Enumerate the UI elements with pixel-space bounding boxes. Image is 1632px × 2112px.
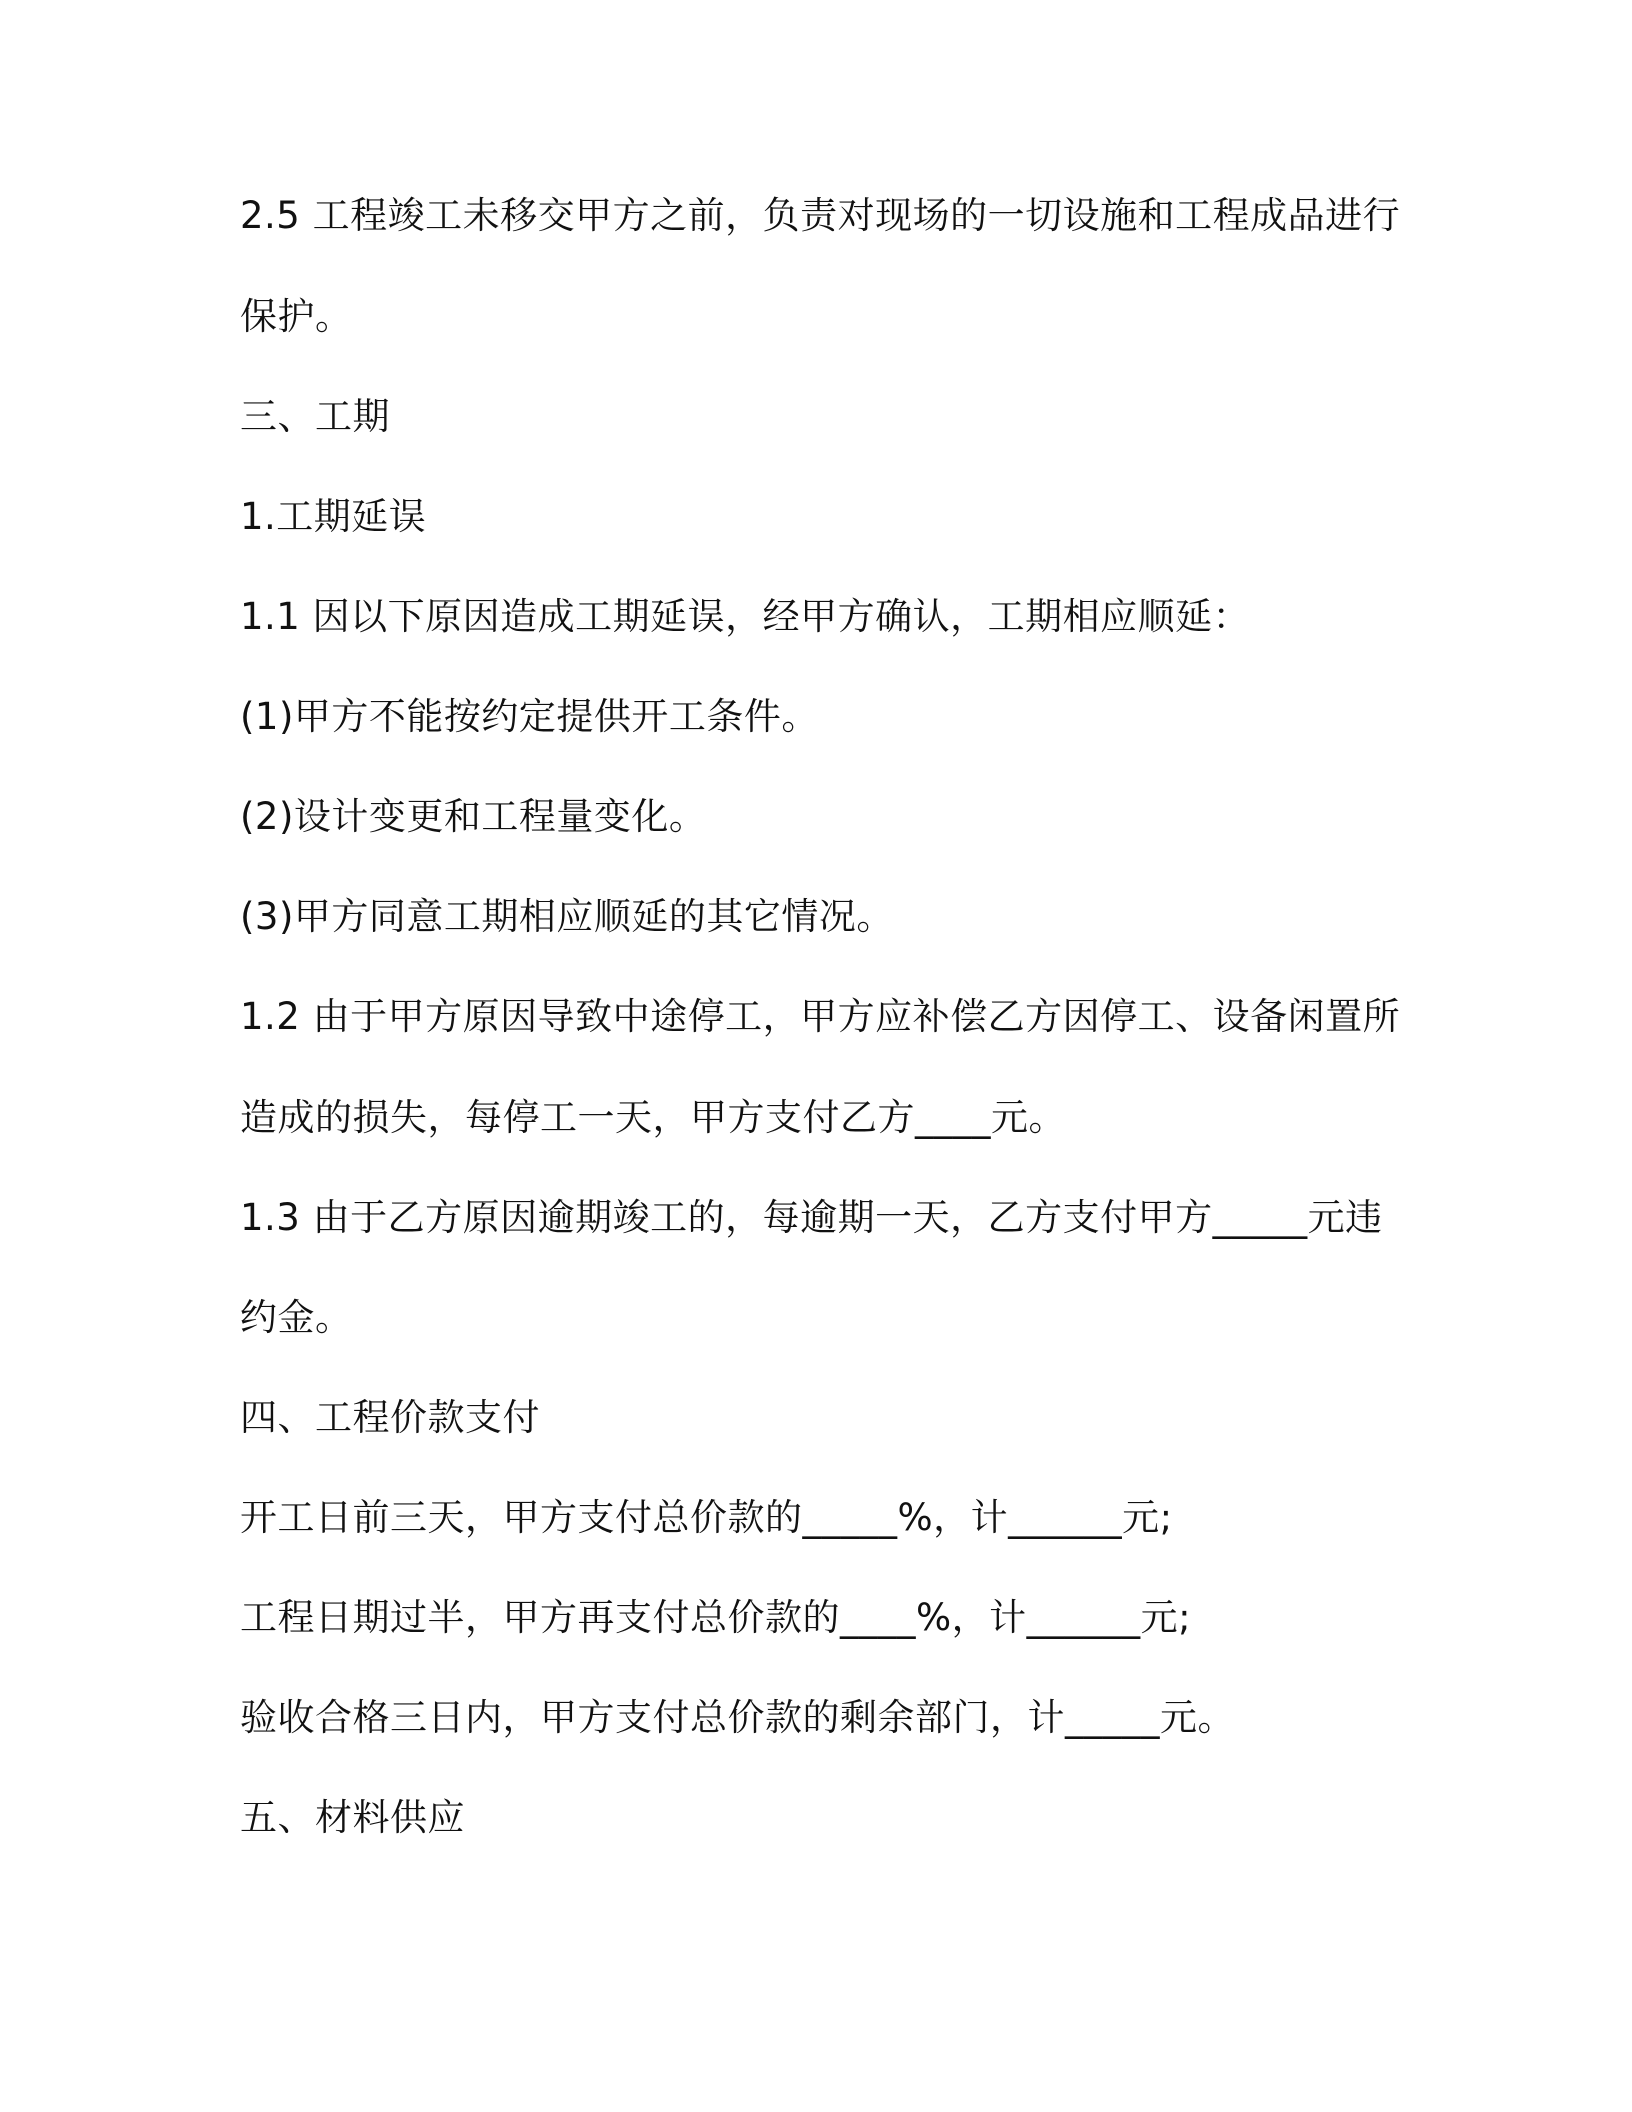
clause-1-1: 1.1 因以下原因造成工期延误，经甲方确认，工期相应顺延：	[240, 595, 1251, 638]
clause-2-5-line-2: 保护。	[240, 295, 353, 338]
clause-1-3-line-2: 约金。	[240, 1296, 353, 1339]
section-4-heading: 四、工程价款支付	[240, 1396, 540, 1439]
clause-1-2-line-1: 1.2 由于甲方原因导致中途停工，甲方应补偿乙方因停工、设备闲置所	[240, 995, 1401, 1038]
section-3-heading: 三、工期	[240, 395, 390, 438]
subsection-1-heading: 1.工期延误	[240, 495, 427, 538]
payment-line-2: 工程日期过半，甲方再支付总价款的____%，计______元;	[240, 1596, 1192, 1639]
payment-line-1: 开工日前三天，甲方支付总价款的_____%，计______元;	[240, 1496, 1173, 1539]
payment-line-3: 验收合格三日内，甲方支付总价款的剩余部门，计_____元。	[240, 1696, 1235, 1739]
clause-2-5-line-1: 2.5 工程竣工未移交甲方之前，负责对现场的一切设施和工程成品进行	[240, 194, 1401, 237]
list-item-3: (3)甲方同意工期相应顺延的其它情况。	[240, 895, 894, 938]
section-5-heading: 五、材料供应	[240, 1796, 465, 1839]
clause-1-2-line-2: 造成的损失，每停工一天，甲方支付乙方____元。	[240, 1096, 1066, 1139]
clause-1-3-line-1: 1.3 由于乙方原因逾期竣工的，每逾期一天，乙方支付甲方_____元违	[240, 1196, 1383, 1239]
list-item-1: (1)甲方不能按约定提供开工条件。	[240, 695, 819, 738]
list-item-2: (2)设计变更和工程量变化。	[240, 795, 707, 838]
